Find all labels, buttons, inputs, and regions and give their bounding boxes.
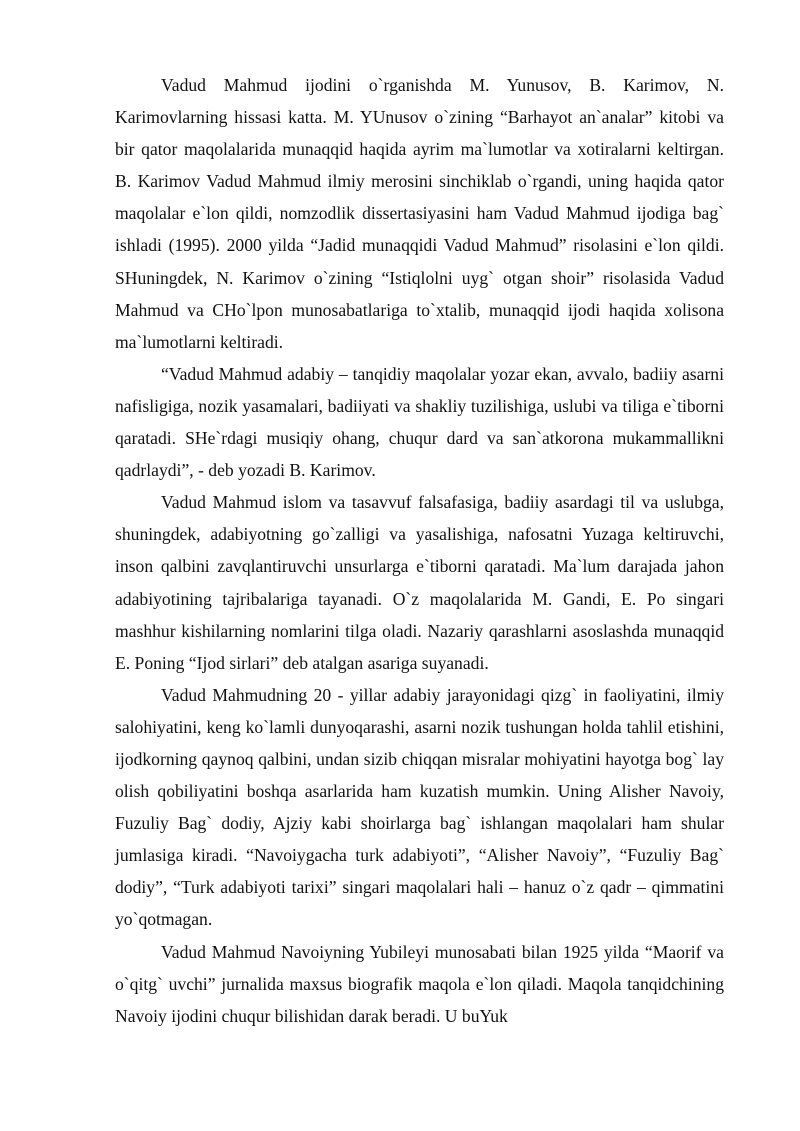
paragraph-karimov-quote: “Vadud Mahmud adabiy – tanqidiy maqolalar yozar ekan, avvalo, badiiy asarni nafisligiga, nozik yasamalari, badiiyati va shakliy tuzilishiga, uslubi va tiliga e`tiborni qaratadi. SHe`rdagi musiqiy ohang, chuqur dard va san`atkorona mukammallikni qadrlaydi”, - deb yozadi B. Karimov. <box>115 363 724 481</box>
paragraph-islam-sufism: Vadud Mahmud islom va tasavvuf falsafasiga, badiiy asardagi til va uslubga, shuningdek, adabiyotning go`zalligi va yasalishiga, nafosatni Yuzaga keltiruvchi, inson qalbini zavqlantiruvchi unsurlarga e`tiborni qaratadi. Ma`lum darajada jahon adabiyotining tajribalariga tayanadi. O`z maqolalarida M. Gandi, E. Po singari mashhur kishilarning nomlarini tilga oladi. Nazariy qarashlarni asoslashda munaqqid E. Poning “Ijod sirlari” deb atalgan asariga suyanadi. <box>115 492 724 673</box>
paragraph-1920s-activity: Vadud Mahmudning 20 - yillar adabiy jarayonidagi qizg` in faoliyatini, ilmiy salohiyatini, keng ko`lamli dunyoqarashi, asarni nozik tushungan holda tahlil etishini, ijodkorning qaynoq qalbini, undan sizib chiqqan misralar mohiyatini hayotga bog` lay olish qobiliyatini boshqa asarlarida ham kuzatish mumkin. Uning Alisher Navoiy, Fuzuliy Bag` dodiy, Ajziy kabi shoirlarga bag` ishlangan maqolalari ham shular jumlasiga kiradi. “Navoiygacha turk adabiyoti”, “Alisher Navoiy”, “Fuzuliy Bag` dodiy”, “Turk adabiyoti tarixi” singari maqolalari hali – hanuz o`z qadr – qimmatini yo`qotmagan. <box>115 684 724 930</box>
document-page <box>115 69 724 1032</box>
paragraph-navoiy-jubilee: Vadud Mahmud Navoiyning Yubileyi munosabati bilan 1925 yilda “Maorif va o`qitg` uvchi” jurnalida maxsus biografik maqola e`lon qiladi. Maqola tanqidchining Navoiy ijodini chuqur bilishidan darak beradi. U buYuk <box>115 941 724 1026</box>
paragraph-research-contributors: Vadud Mahmud ijodini o`rganishda M. Yunusov, B. Karimov, N. Karimovlarning hissasi katta. M. YUnusov o`zining “Barhayot an`analar” kitobi va bir qator maqolalarida munaqqid haqida ayrim ma`lumotlar va xotiralarni keltirgan. B. Karimov Vadud Mahmud ilmiy merosini sinchiklab o`rgandi, uning haqida qator maqolalar e`lon qildi, nomzodlik dissertasiyasini ham Vadud Mahmud ijodiga bag` ishladi (1995). 2000 yilda “Jadid munaqqidi Vadud Mahmud” risolasini e`lon qildi. SHuningdek, N. Karimov o`zining “Istiqlolni uyg` otgan shoir” risolasida Vadud Mahmud va CHo`lpon munosabatlariga to`xtalib, munaqqid ijodi haqida xolisona ma`lumotlarni keltiradi. <box>115 75 724 352</box>
